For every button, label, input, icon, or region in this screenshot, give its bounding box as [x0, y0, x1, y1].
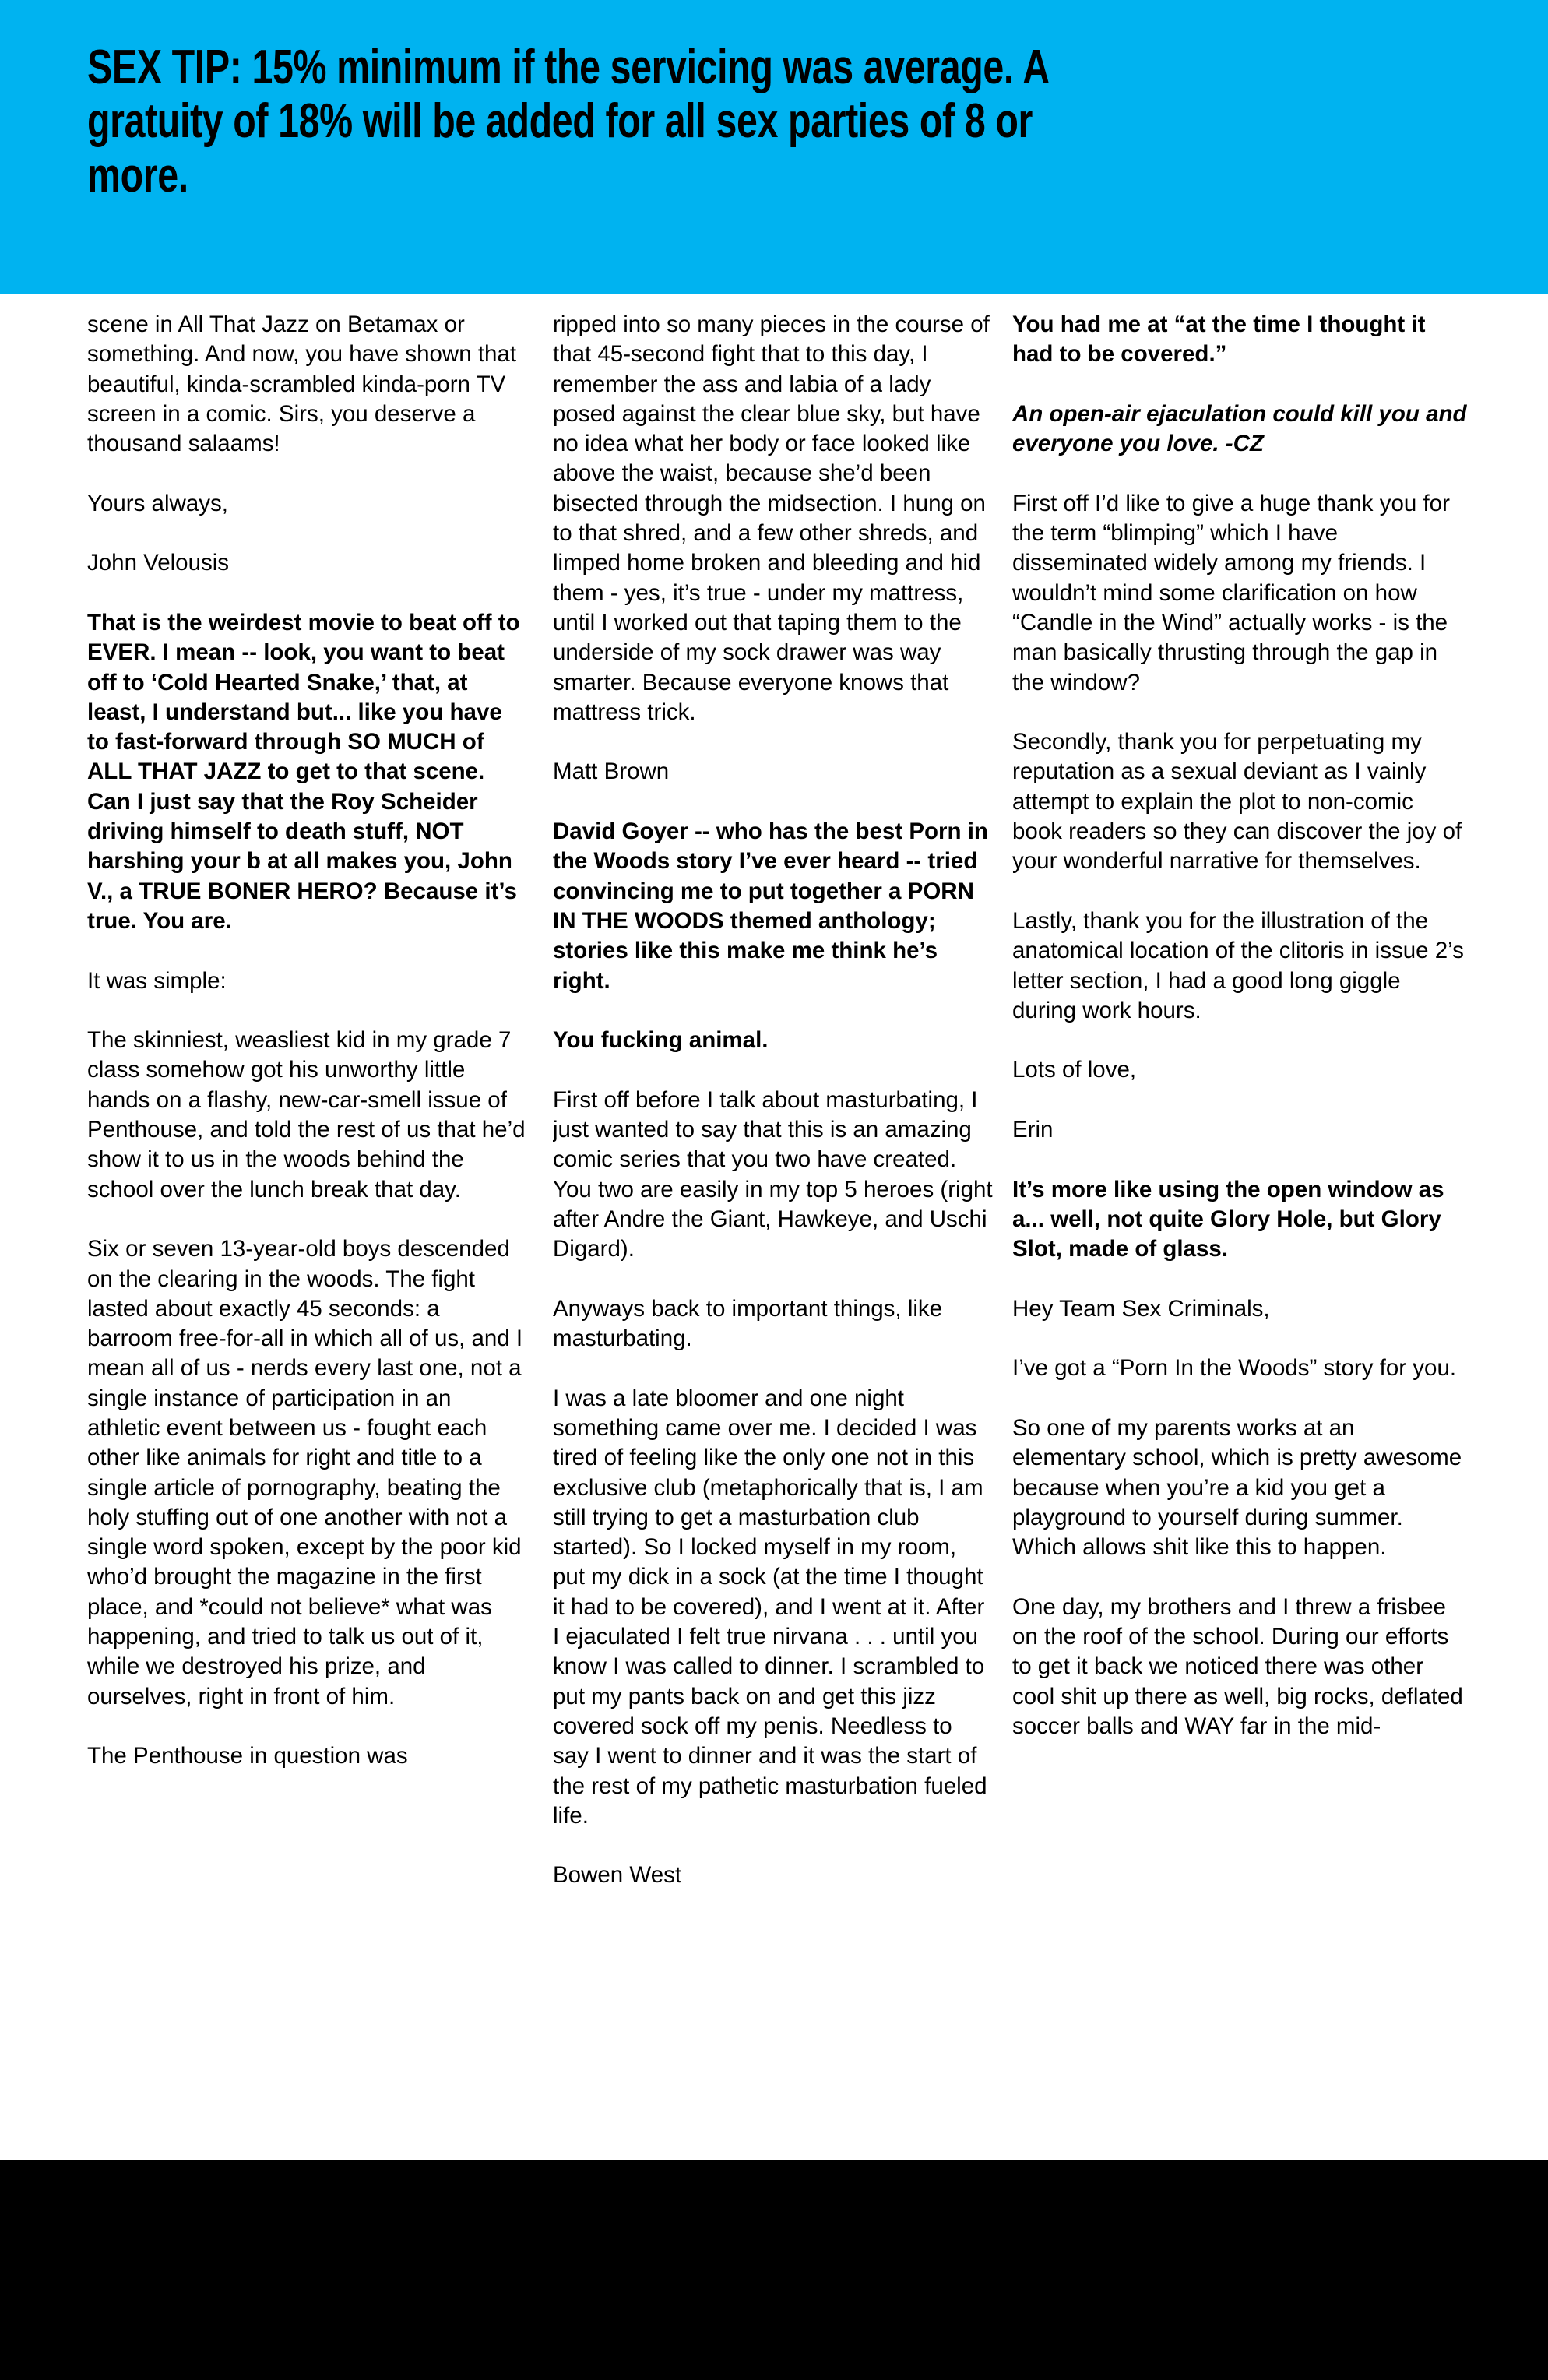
letter-paragraph: An open-air ejaculation could kill you and everyone you love. -CZ	[1012, 400, 1467, 457]
letter-paragraph: One day, my brothers and I threw a frisbee on the roof of the school. During our efforts to get it back we noticed there was other cool shit up there as well, big rocks, deflated soccer balls and WAY far in the mid-	[1012, 1593, 1463, 1739]
bottom-black-bar	[0, 2160, 1548, 2380]
letter-paragraph: Anyways back to important things, like masturbating.	[553, 1295, 943, 1352]
letter-paragraph: Hey Team Sex Criminals,	[1012, 1295, 1270, 1322]
text-column-1	[87, 310, 527, 2160]
letter-paragraph: Yours always,	[87, 490, 228, 516]
letter-paragraph: So one of my parents works at an elementary school, which is pretty awesome because when you’re a kid you get a playground to yourself during summer. Which allows shit like this to happen.	[1012, 1414, 1462, 1561]
letter-paragraph: It was simple:	[87, 967, 227, 994]
sex-tip-banner	[0, 0, 1548, 294]
letter-paragraph: Matt Brown	[553, 759, 670, 785]
letter-paragraph: First off I’d like to give a huge thank you for the term “blimping” which I have disseminated widely among my friends. I wouldn’t mind some clarification on how “Candle in the Wind” actually works - is the man basically thrusting through the gap in the window?	[1012, 490, 1450, 695]
letter-paragraph: Bowen West	[553, 1862, 682, 1889]
sex-tip-headline: SEX TIP: 15% minimum if the servicing was average. A gratuity of 18% will be added for all sex parties of 8 or more.	[87, 40, 1059, 202]
letters-text-columns	[0, 310, 1548, 2160]
letter-paragraph: David Goyer -- who has the best Porn in the Woods story I’ve ever heard -- tried convincing me to put together a PORN IN THE WOODS themed anthology; stories like this make me think he’s right.	[553, 819, 988, 994]
letter-paragraph: John Velousis	[87, 550, 230, 576]
letter-paragraph: Secondly, thank you for perpetuating my reputation as a sexual deviant as I vainly attempt to explain the plot to non-comic book readers so they can discover the joy of your wonderful narrative for themselves.	[1012, 729, 1462, 875]
letter-paragraph: First off before I talk about masturbating, I just wanted to say that this is an amazing comic series that you two have created. You two are easily in my top 5 heroes (right after Andre the Giant, Hawkeye, and Uschi Digard).	[553, 1086, 993, 1262]
letter-paragraph: I’ve got a “Porn In the Woods” story for you.	[1012, 1355, 1457, 1382]
letter-paragraph: You fucking animal.	[553, 1027, 769, 1054]
letter-paragraph: The skinniest, weasliest kid in my grade 7 class somehow got his unworthy little hands on a flashy, new-car-smell issue of Penthouse, and told the rest of us that he’d show it to us in the woods behind the school over the lunch break that day.	[87, 1027, 526, 1202]
letter-paragraph: That is the weirdest movie to beat off to EVER. I mean -- look, you want to beat off to ‘Cold Hearted Snake,’ that, at least, I understand but... like you have to fast-forward through SO MUCH of ALL THAT JAZZ to get to that scene. Can I just say that the Roy Scheider driving himself to death stuff, NOT harshing your b at all makes you, John V., a TRUE BONER HERO? Because it’s true. You are.	[87, 609, 520, 934]
text-column-2	[553, 310, 993, 2160]
text-column-3	[1012, 310, 1468, 2160]
letter-paragraph: I was a late bloomer and one night something came over me. I decided I was tired of feeling like the only one not in this exclusive club (metaphorically that is, I am still trying to get a masturbation club started). So I locked myself in my room, put my dick in a sock (at the time I thought it had to be covered), and I went at it. After I ejaculated I felt true nirvana . . . until you know I was called to dinner. I scrambled to put my pants back on and get this jizz covered sock off my penis. Needless to say I went to dinner and it was the start of the rest of my pathetic masturbation fueled life.	[553, 1385, 987, 1829]
letter-paragraph: You had me at “at the time I thought it had to be covered.”	[1012, 312, 1426, 368]
letter-paragraph: scene in All That Jazz on Betamax or something. And now, you have shown that beautiful, kinda-scrambled kinda-porn TV screen in a comic. Sirs, you deserve a thousand salaams!	[87, 312, 517, 457]
letter-paragraph: The Penthouse in question was	[87, 1743, 408, 1769]
letter-paragraph: Lots of love,	[1012, 1057, 1137, 1083]
letter-paragraph: Erin	[1012, 1117, 1054, 1143]
letter-paragraph: Lastly, thank you for the illustration of the anatomical location of the clitoris in issue 2’s letter section, I had a good long giggle during work hours.	[1012, 907, 1464, 1023]
letter-paragraph: Six or seven 13-year-old boys descended on the clearing in the woods. The fight lasted about exactly 45 seconds: a barroom free-for-all in which all of us, and I mean all of us - nerds every last one, not a single instance of participation in an athletic event between us - fought each other like animals for right and title to a single article of pornography, beating the holy stuffing out of one another with not a single word spoken, except by the poor kid who’d brought the magazine in the first place, and *could not believe* what was happening, and tried to talk us out of it, while we destroyed his prize, and ourselves, right in front of him.	[87, 1236, 523, 1709]
letter-paragraph: ripped into so many pieces in the course of that 45-second fight that to this day, I remember the ass and labia of a lady posed against the clear blue sky, but have no idea what her body or face looked like above the waist, because she’d been bisected through the midsection. I hung on to that shred, and a few other shreds, and limped home broken and bleeding and hid them - yes, it’s true - under my mattress, until I worked out that taping them to the underside of my sock drawer was way smarter. Because everyone knows that mattress trick.	[553, 312, 990, 725]
letter-paragraph: It’s more like using the open window as a... well, not quite Glory Hole, but Glory Slot, made of glass.	[1012, 1176, 1444, 1262]
